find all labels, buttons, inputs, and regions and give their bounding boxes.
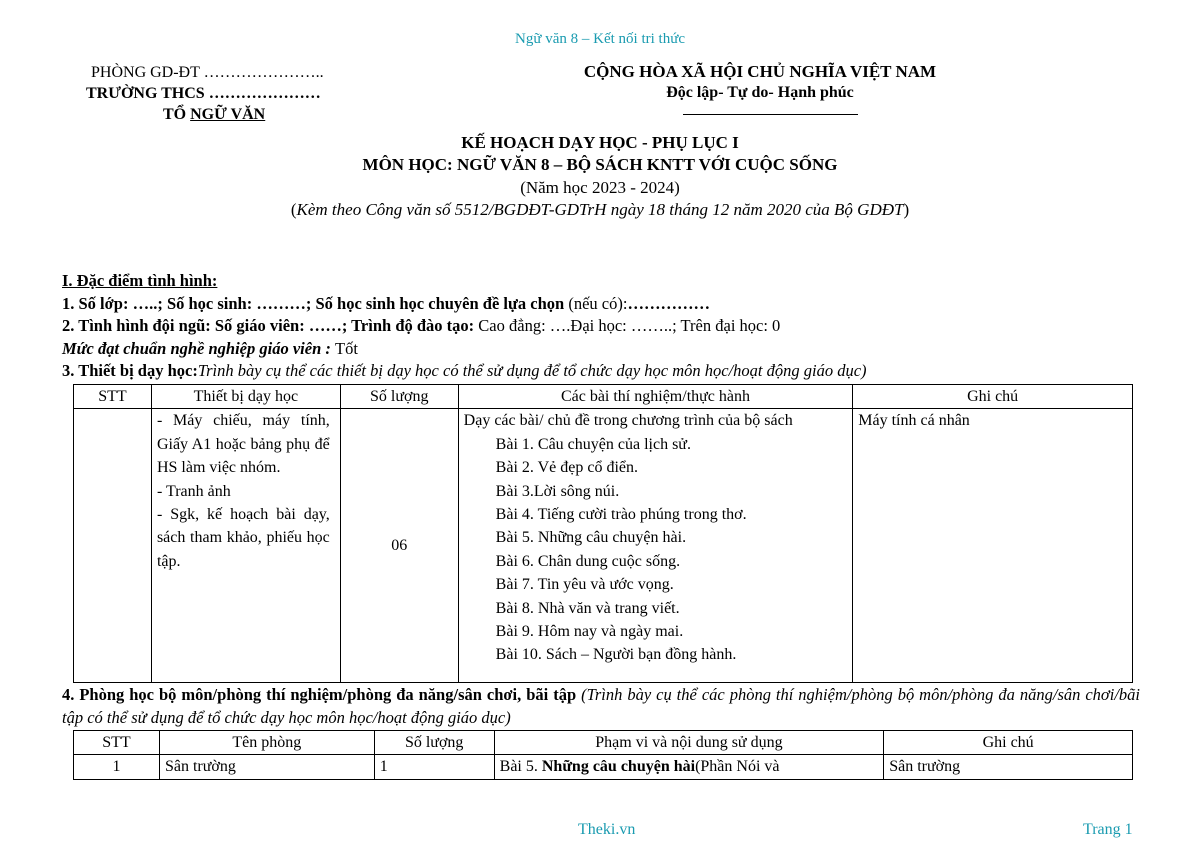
- group-line: [60, 104, 400, 125]
- lesson-item: Bài 3.Lời sông núi.: [495, 482, 620, 500]
- col-quantity: Số lượng: [340, 385, 458, 409]
- group-prefix: TỔ: [163, 106, 191, 123]
- cell-scope: Bài 5. Những câu chuyện hài(Phần Nói và: [494, 755, 884, 779]
- cell-quantity: 06: [340, 409, 458, 683]
- section-4: [62, 684, 1140, 729]
- lesson-item: Bài 9. Hôm nay và ngày mai.: [495, 623, 684, 641]
- class-info-line: 1. Số lớp: …..; Số học sinh: ………; Số học sinh học chuyên đề lựa chọn (nếu có):……………: [62, 293, 710, 313]
- motto: Độc lập- Tự do- Hạnh phúc: [666, 84, 854, 101]
- department-line: PHÒNG GD-ĐT …………………..: [91, 64, 324, 81]
- lesson-item: Bài 1. Câu chuyện của lịch sử.: [495, 435, 691, 453]
- col-equipment: Thiết bị dạy học: [151, 385, 340, 409]
- lesson-item: Bài 10. Sách – Người bạn đồng hành.: [495, 646, 737, 664]
- col-notes: Ghi chú: [853, 385, 1133, 409]
- col-stt: STT: [74, 731, 160, 755]
- lesson-item: Bài 4. Tiếng cười trào phúng trong thơ.: [495, 506, 747, 524]
- table-header-row: [74, 731, 1133, 755]
- section-4-description: (Trình bày cụ thể các phòng thí nghiệm/phòng bộ môn/phòng đa năng/sân chơi/bãi tập có thể sử dụng để tổ chức dạy học môn học/hoạt động giáo dục): [62, 685, 1140, 727]
- reference-text: Kèm theo Công văn số 5512/BGDĐT-GDTrH ngày 18 tháng 12 năm 2020 của Bộ GDĐT: [296, 200, 904, 219]
- col-notes: Ghi chú: [884, 731, 1133, 755]
- experiments-intro: Dạy các bài/ chủ đề trong chương trình của bộ sách: [463, 412, 793, 430]
- col-experiments: Các bài thí nghiệm/thực hành: [458, 385, 853, 409]
- doc-title: KẾ HOẠCH DẠY HỌC - PHỤ LỤC I: [461, 133, 739, 152]
- cell-quantity: 1: [374, 755, 494, 779]
- staff-info-line: 2. Tình hình đội ngũ: Số giáo viên: ……; Trình độ đào tạo: Cao đẳng: ….Đại học: ……..; Trên đại học: 0: [62, 316, 781, 335]
- table-row: [74, 755, 1133, 779]
- table-row: [74, 409, 1133, 683]
- page-header: Ngữ văn 8 – Kết nối tri thức: [515, 31, 685, 47]
- section-1-heading: I. Đặc điểm tình hình:: [62, 271, 218, 290]
- school-year: (Năm học 2023 - 2024): [520, 178, 680, 197]
- section-4-heading: 4. Phòng học bộ môn/phòng thí nghiệm/phòng đa năng/sân chơi, bãi tập: [62, 685, 582, 704]
- cell-experiments: [458, 409, 853, 683]
- col-stt: STT: [74, 385, 152, 409]
- school-line: TRƯỜNG THCS …………………: [86, 85, 321, 102]
- cell-note: Máy tính cá nhân: [853, 409, 1133, 683]
- equipment-item: - Sgk, kế hoạch bài dạy, sách tham khảo, phiếu học tập.: [156, 506, 330, 570]
- left-header: [60, 62, 400, 125]
- table-header-row: [74, 385, 1133, 409]
- cell-stt: 1: [74, 755, 160, 779]
- lesson-item: Bài 6. Chân dung cuộc sống.: [495, 552, 681, 570]
- footer-site: Theki.vn: [578, 821, 636, 838]
- lesson-item: Bài 7. Tin yêu và ước vọng.: [495, 576, 674, 594]
- cell-note: Sân trường: [884, 755, 1133, 779]
- col-quantity: Số lượng: [374, 731, 494, 755]
- equipment-item: - Tranh ảnh: [156, 482, 231, 500]
- teacher-standard-line: Mức đạt chuẩn nghề nghiệp giáo viên : Tốt: [62, 338, 358, 358]
- equipment-item: - Máy chiếu, máy tính, Giấy A1 hoặc bảng phụ để HS làm việc nhóm.: [156, 412, 330, 477]
- cell-room-name: Sân trường: [159, 755, 374, 779]
- cell-stt: [74, 409, 152, 683]
- reference-line: (Kèm theo Công văn số 5512/BGDĐT-GDTrH ngày 18 tháng 12 năm 2020 của Bộ GDĐT): [290, 200, 910, 219]
- section-1: [62, 270, 1142, 383]
- equipment-table: [73, 384, 1133, 683]
- motto-underline: [683, 114, 858, 115]
- cell-equipment: [151, 409, 340, 683]
- doc-subtitle: MÔN HỌC: NGỮ VĂN 8 – BỘ SÁCH KNTT VỚI CUỘC SỐNG: [362, 155, 838, 174]
- country-title: CỘNG HÒA XÃ HỘI CHỦ NGHĨA VIỆT NAM: [583, 62, 937, 81]
- lesson-item: Bài 8. Nhà văn và trang viết.: [495, 599, 680, 617]
- col-scope: Phạm vi và nội dung sử dụng: [494, 731, 884, 755]
- group-name: NGỮ VĂN: [190, 106, 266, 123]
- lesson-item: Bài 5. Những câu chuyện hài.: [495, 529, 687, 547]
- col-room-name: Tên phòng: [159, 731, 374, 755]
- rooms-table: [73, 730, 1133, 780]
- footer-page-number: Trang 1: [1083, 821, 1133, 838]
- equipment-heading: 3. Thiết bị dạy học:Trình bày cụ thể các thiết bị dạy học có thể sử dụng để tổ chức dạy học môn học/hoạt động giáo dục): [62, 361, 867, 380]
- lesson-item: Bài 2. Vẻ đẹp cổ điển.: [495, 459, 639, 477]
